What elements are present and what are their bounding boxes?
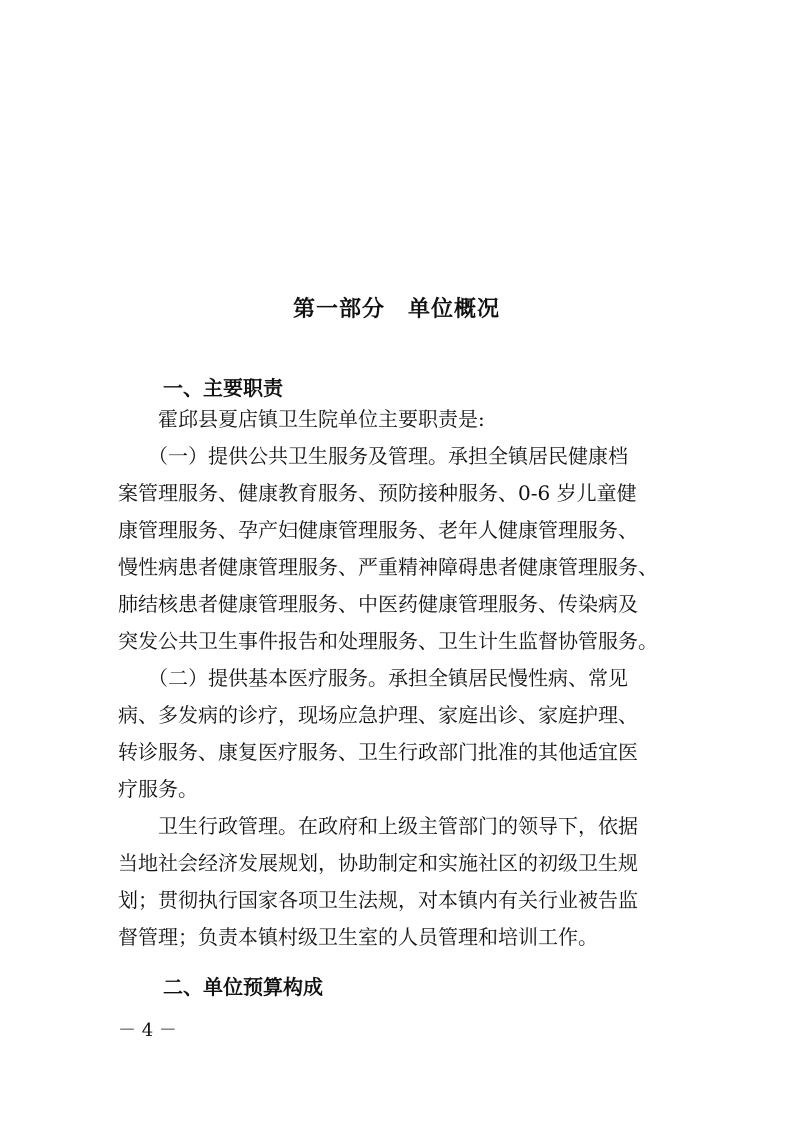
section-heading-budget-composition: 二、单位预算构成: [163, 975, 323, 999]
body-line: 划；贯彻执行国家各项卫生法规，对本镇内有关行业被告监: [118, 888, 638, 912]
section-heading-main-duties: 一、主要职责: [163, 376, 283, 400]
body-line: 案管理服务、健康教育服务、预防接种服务、0-6 岁儿童健: [118, 481, 637, 505]
body-line: 病、多发病的诊疗，现场应急护理、家庭出诊、家庭护理、: [118, 703, 638, 727]
body-line: 慢性病患者健康管理服务、严重精神障碍患者健康管理服务、: [118, 555, 658, 579]
body-line: 肺结核患者健康管理服务、中医药健康管理服务、传染病及: [118, 592, 638, 616]
section-body-main-duties: [118, 401, 690, 956]
body-line: 督管理；负责本镇村级卫生室的人员管理和培训工作。: [118, 925, 598, 949]
body-line: 卫生行政管理。在政府和上级主管部门的领导下，依据: [118, 814, 638, 838]
body-line: （一）提供公共卫生服务及管理。承担全镇居民健康档: [118, 444, 628, 468]
page-number: － 4 －: [118, 1020, 177, 1041]
body-line: 康管理服务、孕产妇健康管理服务、老年人健康管理服务、: [118, 518, 638, 542]
body-line: 疗服务。: [118, 777, 198, 801]
page-title: 第一部分 单位概况: [292, 297, 500, 322]
body-line: 转诊服务、康复医疗服务、卫生行政部门批准的其他适宜医: [118, 740, 638, 764]
body-line: 当地社会经济发展规划，协助制定和实施社区的初级卫生规: [118, 851, 638, 875]
body-line: （二）提供基本医疗服务。承担全镇居民慢性病、常见: [118, 666, 628, 690]
body-line: 霍邱县夏店镇卫生院单位主要职责是:: [118, 407, 485, 431]
body-line: 突发公共卫生事件报告和处理服务、卫生计生监督协管服务。: [118, 629, 658, 653]
